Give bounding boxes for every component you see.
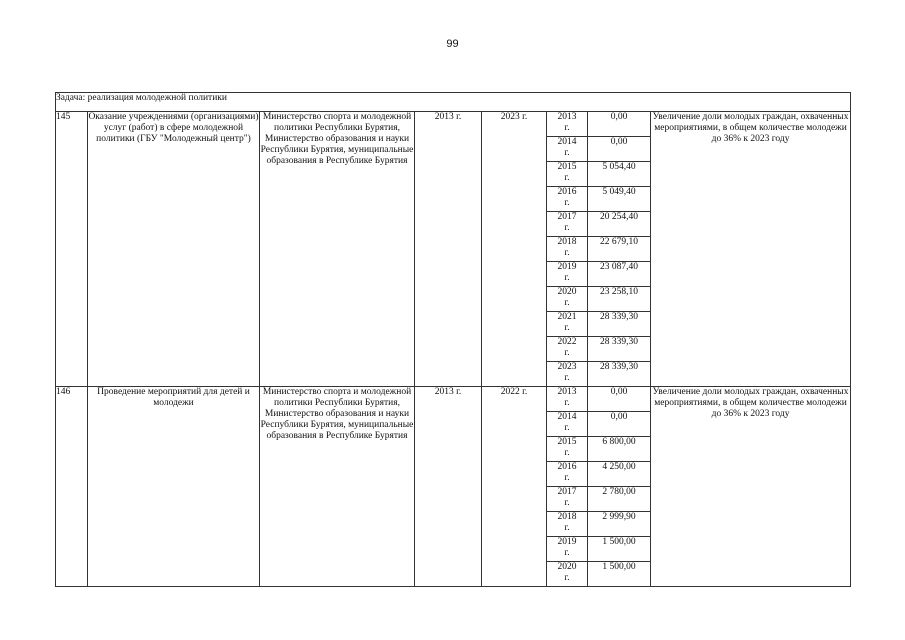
funding-amount: 1 500,00 [588, 537, 651, 562]
activity-executor: Министерство спорта и молодежной политики Республики Бурятия, Министерство образования и науки Республики Бурятия, муниципальные образования в Республике Бурятия [260, 112, 415, 387]
funding-amount: 0,00 [588, 387, 651, 412]
end-date: 2023 г. [482, 112, 547, 387]
funding-amount: 6 800,00 [588, 437, 651, 462]
activity-number: 145 [56, 112, 88, 387]
end-date: 2022 г. [482, 387, 547, 587]
year-value: 2018 [557, 512, 577, 522]
year-suffix: г. [564, 148, 570, 158]
funding-row [56, 112, 851, 137]
activity-name: Оказание учреждениями (организациями) услуг (работ) в сфере молодежной политики (ГБУ "Молодежный центр") [88, 112, 260, 387]
funding-amount: 20 254,40 [588, 212, 651, 237]
funding-year [547, 362, 588, 387]
funding-amount: 23 258,10 [588, 287, 651, 312]
year-suffix: г. [564, 323, 570, 333]
year-value: 2022 [557, 337, 577, 347]
target-indicator: Увеличение доли молодых граждан, охваченных мероприятиями, в общем количестве молодежи до 36% к 2023 году [651, 112, 851, 387]
funding-year [547, 237, 588, 262]
year-suffix: г. [564, 273, 570, 283]
funding-year [547, 337, 588, 362]
task-row [56, 93, 851, 112]
funding-amount: 5 054,40 [588, 162, 651, 187]
funding-year [547, 112, 588, 137]
year-value: 2017 [557, 212, 577, 222]
funding-year [547, 387, 588, 412]
funding-year [547, 312, 588, 337]
funding-amount: 2 780,00 [588, 487, 651, 512]
year-suffix: г. [564, 198, 570, 208]
year-value: 2015 [557, 437, 577, 447]
funding-year [547, 537, 588, 562]
year-suffix: г. [564, 498, 570, 508]
year-suffix: г. [564, 248, 570, 258]
funding-year [547, 287, 588, 312]
funding-year [547, 562, 588, 587]
funding-year [547, 462, 588, 487]
year-suffix: г. [564, 398, 570, 408]
funding-amount: 1 500,00 [588, 562, 651, 587]
year-value: 2020 [557, 562, 577, 572]
year-suffix: г. [564, 173, 570, 183]
program-table [55, 92, 851, 587]
funding-amount: 28 339,30 [588, 337, 651, 362]
activity-executor: Министерство спорта и молодежной политики Республики Бурятия, Министерство образования и науки Республики Бурятия, муниципальные образования в Республике Бурятия [260, 387, 415, 587]
funding-amount: 22 679,10 [588, 237, 651, 262]
year-value: 2017 [557, 487, 577, 497]
funding-year [547, 412, 588, 437]
funding-amount: 4 250,00 [588, 462, 651, 487]
start-date: 2013 г. [415, 387, 482, 587]
year-value: 2014 [557, 412, 577, 422]
funding-amount: 0,00 [588, 412, 651, 437]
year-suffix: г. [564, 448, 570, 458]
year-value: 2013 [557, 112, 577, 122]
funding-amount: 23 087,40 [588, 262, 651, 287]
activity-number: 146 [56, 387, 88, 587]
start-date: 2013 г. [415, 112, 482, 387]
funding-year [547, 212, 588, 237]
activity-name: Проведение мероприятий для детей и молодежи [88, 387, 260, 587]
year-value: 2019 [557, 262, 577, 272]
page-number: 99 [446, 38, 459, 50]
funding-year [547, 262, 588, 287]
year-value: 2023 [557, 362, 577, 372]
funding-amount: 28 339,30 [588, 312, 651, 337]
funding-amount: 28 339,30 [588, 362, 651, 387]
year-suffix: г. [564, 573, 570, 583]
funding-year [547, 137, 588, 162]
funding-amount: 0,00 [588, 137, 651, 162]
funding-amount: 0,00 [588, 112, 651, 137]
year-value: 2014 [557, 137, 577, 147]
year-suffix: г. [564, 223, 570, 233]
year-value: 2021 [557, 312, 577, 322]
funding-year [547, 512, 588, 537]
year-value: 2018 [557, 237, 577, 247]
year-suffix: г. [564, 523, 570, 533]
year-suffix: г. [564, 548, 570, 558]
year-value: 2019 [557, 537, 577, 547]
year-suffix: г. [564, 348, 570, 358]
task-title: Задача: реализация молодежной политики [56, 93, 851, 112]
year-suffix: г. [564, 423, 570, 433]
target-indicator: Увеличение доли молодых граждан, охваченных мероприятиями, в общем количестве молодежи до 36% к 2023 году [651, 387, 851, 587]
year-suffix: г. [564, 473, 570, 483]
year-value: 2013 [557, 387, 577, 397]
funding-amount: 2 999,90 [588, 512, 651, 537]
year-value: 2016 [557, 187, 577, 197]
funding-year [547, 162, 588, 187]
year-suffix: г. [564, 298, 570, 308]
year-value: 2015 [557, 162, 577, 172]
year-value: 2016 [557, 462, 577, 472]
funding-year [547, 187, 588, 212]
year-value: 2020 [557, 287, 577, 297]
funding-year [547, 437, 588, 462]
funding-row [56, 387, 851, 412]
funding-amount: 5 049,40 [588, 187, 651, 212]
funding-year [547, 487, 588, 512]
year-suffix: г. [564, 373, 570, 383]
year-suffix: г. [564, 123, 570, 133]
